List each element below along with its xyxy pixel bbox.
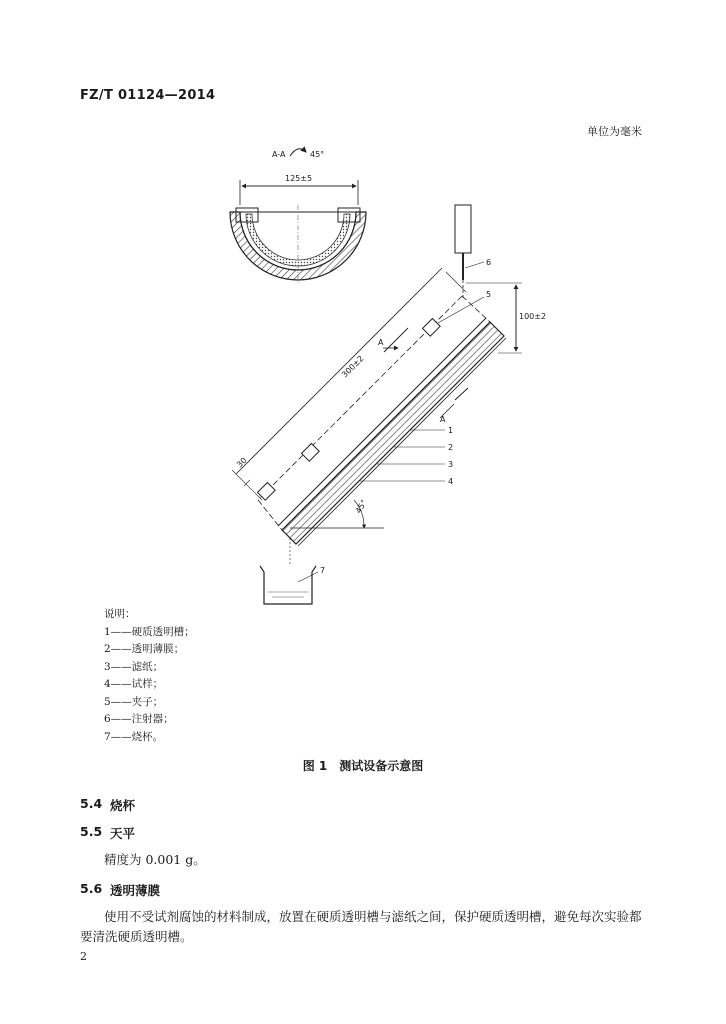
callout-2: 2 bbox=[448, 443, 454, 452]
callout-5: 5 bbox=[486, 290, 492, 299]
legend-item-7: 7——烧杯。 bbox=[104, 731, 164, 743]
syringe bbox=[455, 205, 471, 300]
cut-marker-lower: A bbox=[440, 415, 446, 424]
callout-6: 6 bbox=[486, 258, 492, 267]
trough-cross-section bbox=[230, 205, 366, 285]
page-number: 2 bbox=[80, 950, 87, 963]
inclined-trough bbox=[278, 318, 506, 546]
legend-item-4: 4——试样； bbox=[104, 678, 164, 690]
section-5-6-body-line-1: 使用不受试剂腐蚀的材料制成，放置在硬质透明槽与滤纸之间，保护硬质透明槽，避免每次实验都 bbox=[104, 909, 642, 924]
section-5-6-title: 透明薄膜 bbox=[110, 883, 161, 898]
clip-bottom bbox=[258, 483, 276, 501]
rotation-arrow-icon bbox=[290, 149, 306, 156]
dim-width-text: 125±5 bbox=[285, 174, 313, 183]
section-5-5-body: 精度为 0.001 g。 bbox=[104, 852, 206, 867]
legend-item-5: 5——夹子； bbox=[104, 696, 164, 708]
dim-offset-text: 30 bbox=[235, 455, 249, 470]
callout-4: 4 bbox=[448, 477, 454, 486]
clip-middle bbox=[302, 444, 320, 462]
dim-length-line bbox=[236, 268, 442, 474]
legend-item-3: 3——滤纸； bbox=[104, 661, 164, 673]
section-5-4-number: 5.4 bbox=[80, 796, 103, 811]
callout-3: 3 bbox=[448, 460, 454, 469]
figure-caption: 图 1 测试设备示意图 bbox=[302, 759, 424, 773]
section-label: A-A bbox=[272, 150, 286, 159]
section-5-4-title: 烧杯 bbox=[110, 798, 136, 813]
callout-1: 1 bbox=[448, 426, 454, 435]
standard-header: FZ/T 01124—2014 bbox=[80, 88, 216, 103]
dim-angle-text: 45° bbox=[353, 498, 369, 515]
legend-item-6: 6——注射器； bbox=[104, 713, 174, 725]
legend-item-2: 2——透明薄膜； bbox=[104, 643, 185, 655]
legend-item-1: 1——硬质透明槽； bbox=[104, 626, 195, 638]
cut-marker-upper: A bbox=[378, 338, 384, 347]
section-5-6-body-line-2: 要清洗硬质透明槽。 bbox=[80, 929, 193, 944]
clip-top bbox=[423, 319, 441, 337]
unit-note: 单位为毫米 bbox=[587, 125, 642, 138]
section-5-6-number: 5.6 bbox=[80, 881, 103, 896]
section-5-5-title: 天平 bbox=[110, 826, 136, 841]
section-5-5-number: 5.5 bbox=[80, 824, 103, 839]
legend-title: 说明： bbox=[104, 608, 136, 620]
dim-height-text: 100±2 bbox=[519, 312, 547, 321]
dim-length-text: 300±2 bbox=[340, 353, 366, 380]
sample-outline bbox=[258, 296, 490, 530]
callout-7: 7 bbox=[320, 566, 326, 575]
rotation-label: 45° bbox=[310, 150, 325, 159]
beaker bbox=[260, 566, 316, 604]
